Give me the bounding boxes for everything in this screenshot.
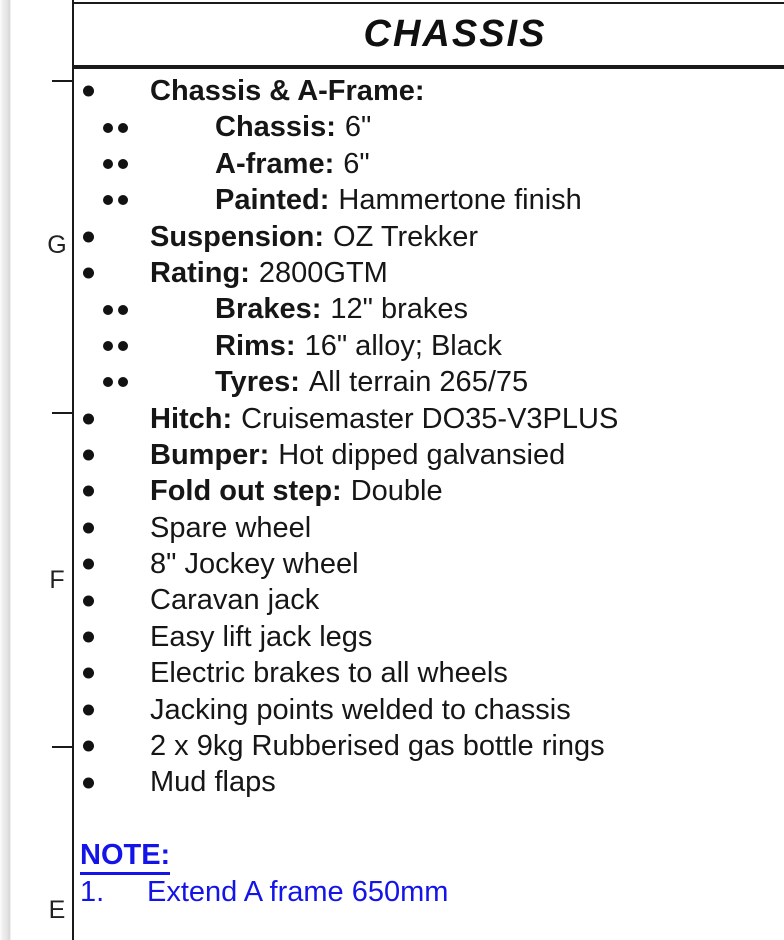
list-item	[74, 655, 784, 691]
list-item-text	[150, 219, 478, 255]
list-item-text	[150, 473, 443, 509]
list-subitem	[74, 328, 784, 364]
list-item	[74, 510, 784, 546]
list-item	[74, 401, 784, 437]
item-value: Double	[350, 475, 443, 508]
list-item	[74, 582, 784, 618]
item-value: Spare wheel	[150, 511, 312, 544]
item-value: 6"	[344, 111, 372, 144]
note-item	[80, 874, 740, 910]
list-item-text	[215, 364, 528, 400]
list-item-text	[150, 692, 571, 728]
bullet-icon	[83, 559, 94, 570]
bullet-icon	[83, 522, 94, 533]
list-item-text	[150, 437, 565, 473]
item-value: Jacking points welded to chassis	[150, 693, 571, 726]
spec-list	[74, 69, 784, 801]
list-item-text	[150, 655, 508, 691]
bullet-icon	[83, 632, 94, 643]
item-value: Cruisemaster DO35-V3PLUS	[241, 402, 619, 435]
list-subitem	[74, 109, 784, 145]
note-item-text: Extend A frame 650mm	[147, 876, 449, 908]
sub-bullet-icon	[118, 341, 128, 351]
item-label: Tyres:	[215, 366, 300, 399]
item-label: Rims:	[215, 329, 296, 362]
item-label: Chassis & A-Frame:	[150, 75, 425, 107]
sub-bullet-icon	[103, 123, 113, 133]
list-item	[74, 437, 784, 473]
item-label: Painted:	[215, 184, 330, 217]
item-value: Easy lift jack legs	[150, 620, 373, 653]
zone-label-f: F	[49, 566, 65, 594]
bullet-icon	[83, 777, 94, 788]
sub-bullet-icon	[103, 341, 113, 351]
list-item-text	[150, 546, 359, 582]
bullet-icon	[83, 595, 94, 606]
bullet-icon	[83, 486, 94, 497]
sub-bullet-icon	[103, 195, 113, 205]
item-value: Hammertone finish	[338, 184, 582, 217]
bullet-icon	[83, 704, 94, 715]
item-value: 12" brakes	[330, 293, 469, 326]
sub-bullet-icon	[118, 195, 128, 205]
sub-bullet-icon	[103, 305, 113, 315]
list-item-text	[150, 619, 372, 655]
item-value: 8" Jockey wheel	[150, 548, 359, 581]
list-subitem	[74, 182, 784, 218]
sub-bullet-icon	[118, 159, 128, 169]
zone-label-g: G	[47, 231, 67, 259]
item-label: Brakes:	[215, 293, 322, 326]
bullet-icon	[83, 231, 94, 242]
item-value: 16" alloy; Black	[304, 329, 502, 362]
item-value: 6"	[343, 147, 370, 180]
list-item-text	[215, 182, 582, 218]
list-subitem	[74, 364, 784, 400]
list-item-text	[215, 328, 502, 364]
bullet-icon	[83, 450, 94, 461]
zone-tick	[52, 412, 72, 414]
item-value: Electric brakes to all wheels	[150, 657, 508, 690]
note-item-number: 1.	[80, 876, 105, 908]
list-item-text	[150, 401, 618, 437]
page-edge-strip	[0, 0, 11, 940]
note-heading	[80, 840, 170, 875]
item-value: All terrain 265/75	[308, 366, 529, 399]
bullet-icon	[83, 668, 94, 679]
bullet-icon	[83, 268, 94, 279]
item-value: Hot dipped galvansied	[278, 438, 566, 471]
bullet-icon	[83, 413, 94, 424]
list-item	[74, 692, 784, 728]
list-item	[74, 619, 784, 655]
list-item-text	[150, 255, 388, 291]
list-item	[74, 219, 784, 255]
item-label: Hitch:	[150, 402, 233, 435]
list-item-text	[215, 291, 468, 327]
page-title: CHASSIS	[363, 12, 547, 55]
sub-bullet-icon	[118, 305, 128, 315]
item-value: Caravan jack	[150, 584, 320, 617]
list-item	[74, 255, 784, 291]
title-bar	[72, 6, 784, 62]
bullet-icon	[83, 86, 94, 97]
list-item-text	[150, 582, 319, 618]
list-item	[74, 764, 784, 800]
item-label: A-frame:	[215, 147, 335, 180]
list-item-text	[150, 728, 605, 764]
item-label: Rating:	[150, 256, 250, 289]
list-item	[74, 546, 784, 582]
list-item	[74, 473, 784, 509]
zone-tick	[52, 746, 72, 748]
bullet-icon	[83, 741, 94, 752]
item-label: Chassis:	[215, 111, 336, 144]
sub-bullet-icon	[103, 159, 113, 169]
list-item-text	[150, 73, 434, 109]
item-value: 2800GTM	[258, 256, 388, 289]
zone-label-e: E	[48, 896, 66, 924]
zone-tick	[52, 80, 72, 82]
list-item-text	[150, 764, 276, 800]
list-item-text	[150, 510, 311, 546]
title-top-border	[72, 2, 784, 4]
sub-bullet-icon	[103, 377, 113, 387]
list-subitem	[74, 291, 784, 327]
item-label: Suspension:	[150, 220, 325, 253]
list-item	[74, 728, 784, 764]
item-value: Mud flaps	[150, 766, 276, 799]
note-heading-text: NOTE:	[80, 840, 170, 875]
item-label: Bumper:	[150, 438, 270, 471]
sub-bullet-icon	[118, 377, 128, 387]
list-subitem	[74, 146, 784, 182]
list-item-text	[215, 109, 371, 145]
sub-bullet-icon	[118, 123, 128, 133]
list-item-text	[215, 146, 370, 182]
list-item	[74, 73, 784, 109]
item-value: OZ Trekker	[333, 220, 479, 253]
item-label: Fold out step:	[150, 475, 342, 508]
item-value: 2 x 9kg Rubberised gas bottle rings	[150, 730, 605, 763]
